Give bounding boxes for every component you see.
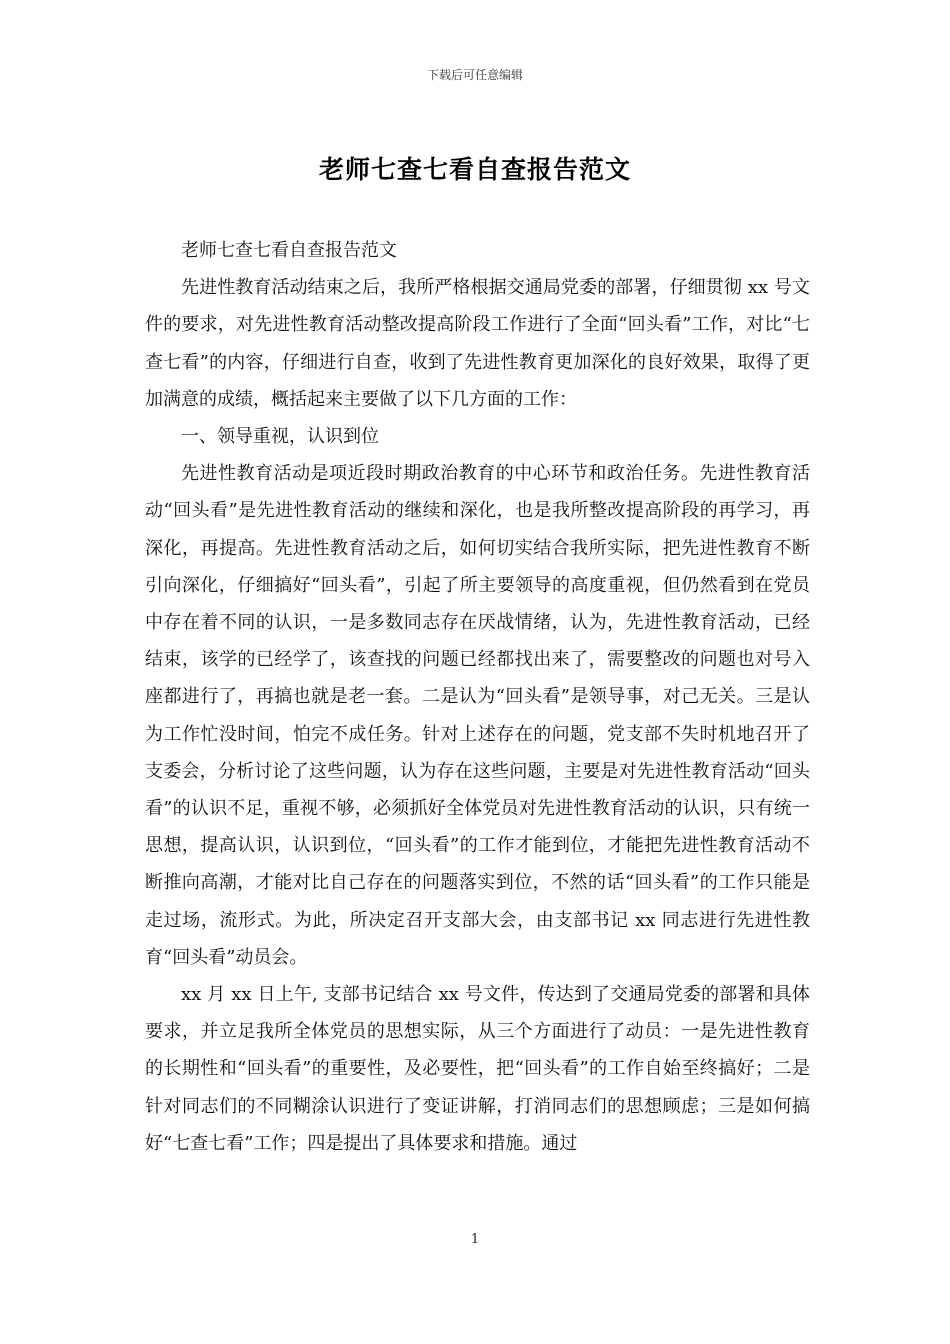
page-number: 1 bbox=[470, 1232, 480, 1247]
paragraph-intro: 先进性教育活动结束之后，我所严格根据交通局党委的部署，仔细贯彻 xx 号文件的要求，对先进性教育活动整改提高阶段工作进行了全面“回头看”工作，对比“七查七看”的内容，仔细进行自查，收到了先进性教育更加深化的良好效果，取得了更加满意的成绩，概括起来主要做了以下几方面的工作： bbox=[145, 277, 810, 410]
document-body bbox=[145, 232, 810, 1162]
paragraph-subtitle: 老师七查七看自查报告范文 bbox=[181, 240, 397, 261]
paragraph-meeting: xx 月 xx 日上午, 支部书记结合 xx 号文件，传达到了交通局党委的部署和具体要求，并立足我所全体党员的思想实际，从三个方面进行了动员：一是先进性教育的长期性和“回头看”的重要性，及必要性，把“回头看”的工作自始至终搞好；二是针对同志们的不同糊涂认识进行了变证讲解，打消同志们的思想顾虑；三是如何搞好“七查七看”工作；四是提出了具体要求和措施。通过 bbox=[145, 984, 810, 1154]
section-heading-1: 一、领导重视，认识到位 bbox=[181, 426, 379, 448]
document-title: 老师七查七看自查报告范文 bbox=[318, 155, 631, 184]
page-header-note: 下载后可任意编辑 bbox=[426, 68, 523, 82]
paragraph-section-1: 先进性教育活动是项近段时期政治教育的中心环节和政治任务。先进性教育活动“回头看”是先进性教育活动的继续和深化，也是我所整改提高阶段的再学习，再深化，再提高。先进性教育活动之后，如何切实结合我所实际，把先进性教育不断引向深化，仔细搞好“回头看”，引起了所主要领导的高度重视，但仍然看到在党员中存在着不同的认识，一是多数同志存在厌战情绪，认为，先进性教育活动，已经结束，该学的已经学了，该查找的问题已经都找出来了，需要整改的问题也对号入座都进行了，再搞也就是老一套。二是认为“回头看”是领导事，对己无关。三是认为工作忙没时间，怕完不成任务。针对上述存在的问题，党支部不失时机地召开了支委会，分析讨论了这些问题，认为存在这些问题，主要是对先进性教育活动“回头看”的认识不足，重视不够，必须抓好全体党员对先进性教育活动的认识，只有统一思想，提高认识，认识到位，“回头看”的工作才能到位，才能把先进性教育活动不断推向高潮，才能对比自己存在的问题落实到位，不然的话“回头看”的工作只能是走过场，流形式。为此，所决定召开支部大会，由支部书记 xx 同志进行先进性教育“回头看”动员会。 bbox=[145, 463, 810, 968]
